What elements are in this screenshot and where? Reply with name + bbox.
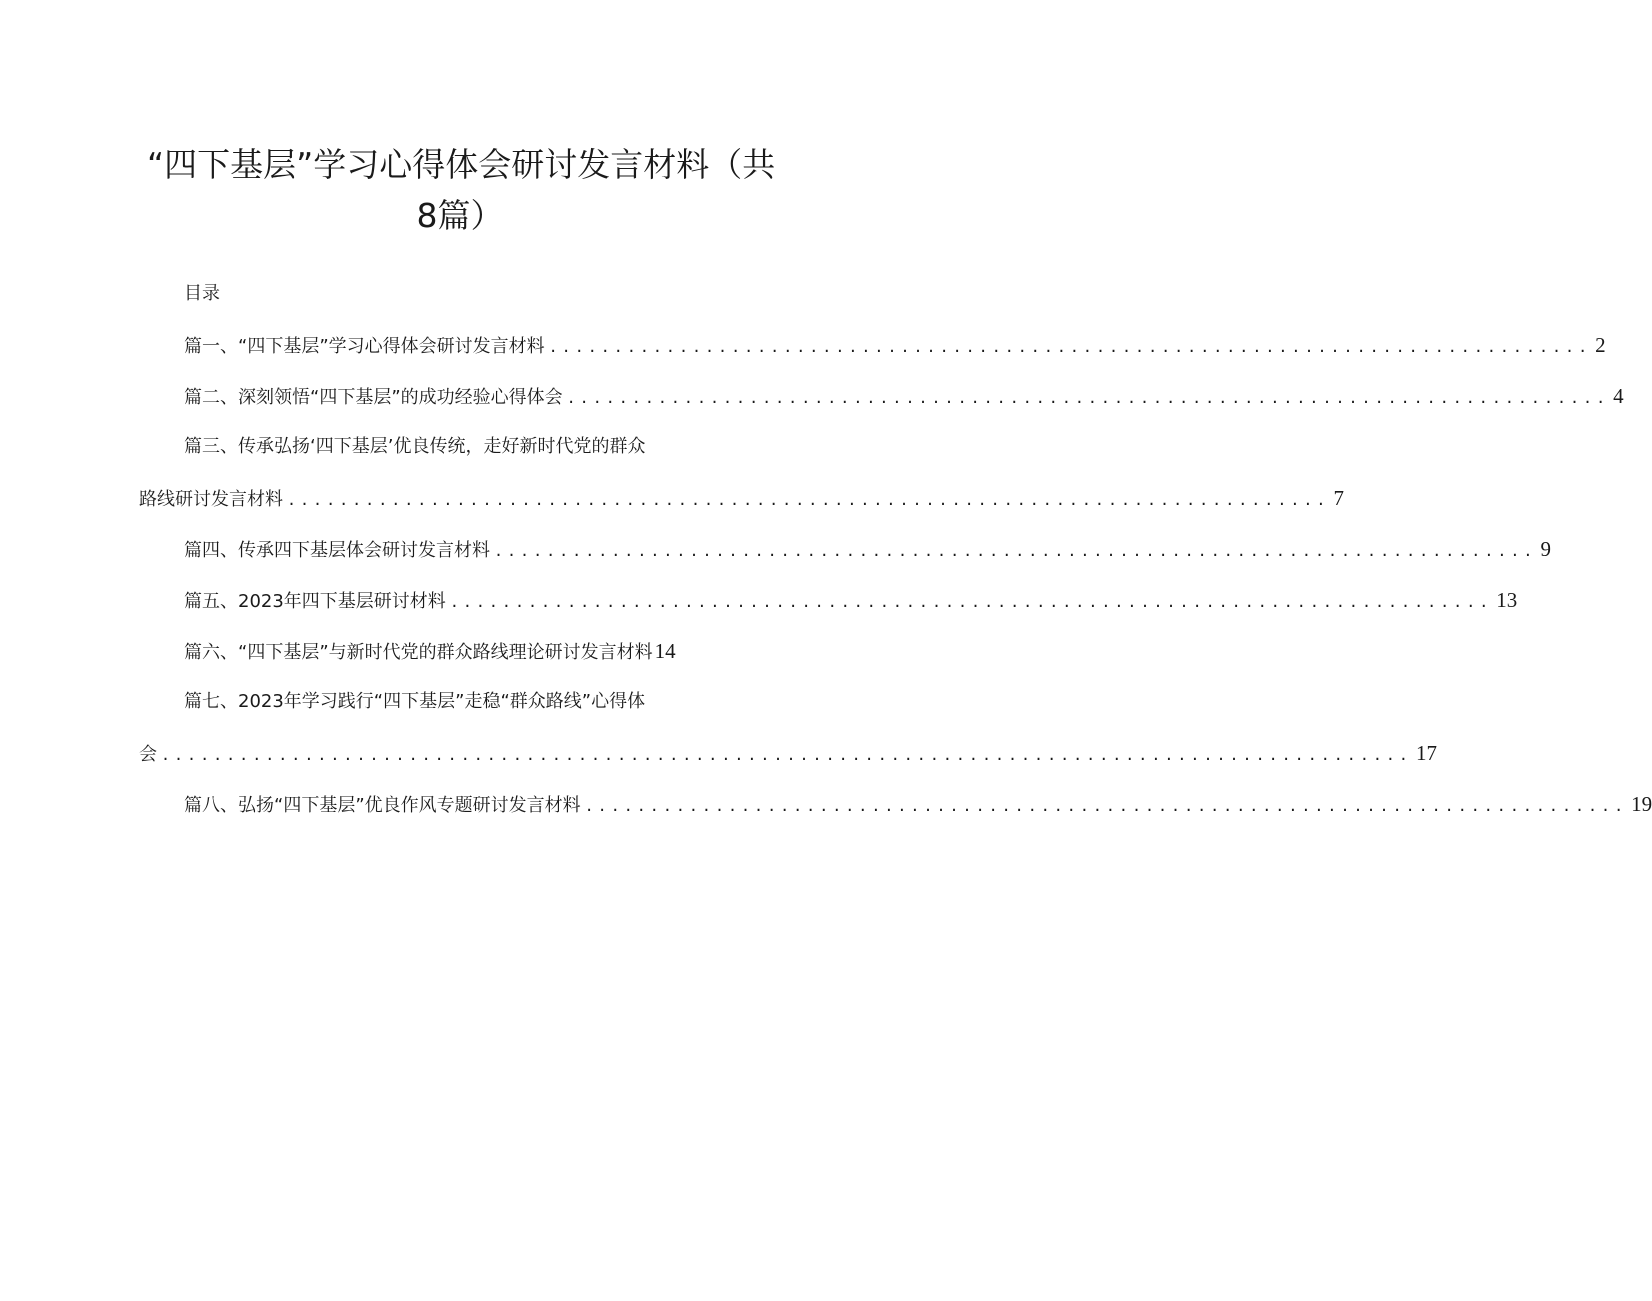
toc-leader-dots: ................................................................................ [449,593,1493,611]
toc-entry-8[interactable] [184,792,1652,818]
toc-entry-1[interactable] [184,333,1606,359]
toc-page-number: 4 [1613,384,1624,408]
toc-entry-5[interactable] [184,588,1518,614]
toc-entry-label: 篇二、深刻领悟“四下基层”的成功经验心得体会 [184,387,563,408]
toc-entry-2[interactable] [184,384,1624,410]
document-title-line-1: “四下基层”学习心得体会研讨发言材料（共 [147,145,776,184]
toc-entry-4[interactable] [184,537,1551,563]
toc-entry-label: 篇一、“四下基层”学习心得体会研讨发言材料 [184,336,545,357]
document-title-line-2: 8篇） [416,196,504,235]
toc-leader-dots: ................................................................................ [566,389,1610,407]
toc-page-number: 17 [1415,741,1437,765]
toc-heading: 目录 [184,283,220,304]
toc-page-number: 13 [1496,588,1518,612]
toc-entry-7-line-1[interactable]: 篇七、2023年学习践行“四下基层”走稳“群众路线”心得体 [184,691,646,712]
toc-entry-label: 篇六、“四下基层”与新时代党的群众路线理论研讨发言材料 [184,642,653,663]
toc-entry-label: 篇八、弘扬“四下基层”优良作风专题研讨发言材料 [184,795,581,816]
toc-leader-dots: ................................................................................ [494,542,1537,560]
toc-entry-7-line-2[interactable] [139,741,1437,767]
toc-entry-3-line-2[interactable] [139,486,1344,512]
toc-entry-label: 路线研讨发言材料 [139,489,283,510]
toc-page-number: 9 [1540,537,1551,561]
toc-entry-label: 篇五、2023年四下基层研讨材料 [184,591,446,612]
toc-leader-dots: ................................................................................ [287,491,1330,509]
toc-entry-3-line-1[interactable]: 篇三、传承弘扬‘四下基层’优良传统，走好新时代党的群众 [184,436,646,457]
toc-entry-6[interactable] [184,639,784,665]
toc-page-number: 7 [1333,486,1344,510]
toc-page-number: 19 [1631,792,1652,816]
toc-entry-label: 篇四、传承四下基层体会研讨发言材料 [184,540,490,561]
toc-page-number: 2 [1595,333,1606,357]
toc-leader-dots: ................................................................................................ [161,746,1412,764]
toc-leader-dots: ................................................................................ [548,338,1592,356]
toc-page-number: 14 [654,639,676,663]
toc-leader-dots: ................................................................................ [584,797,1628,815]
toc-entry-label: 会 [139,744,157,765]
